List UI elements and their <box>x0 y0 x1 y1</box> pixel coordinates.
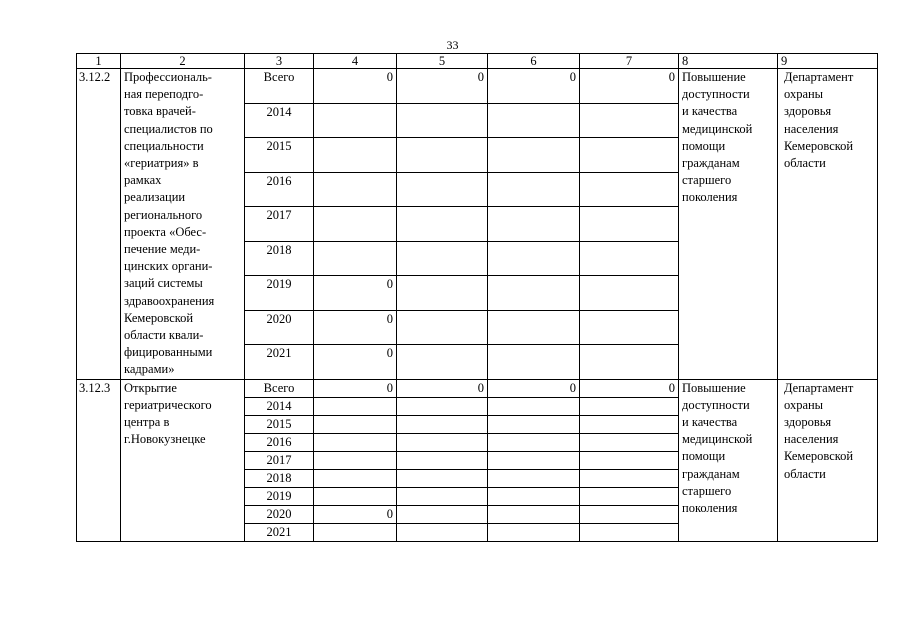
period-label: Всего <box>245 379 314 397</box>
period-label: 2021 <box>245 345 314 380</box>
amount-cell <box>397 172 488 207</box>
table-row <box>77 379 878 397</box>
amount-cell <box>488 345 580 380</box>
amount-cell <box>580 241 679 276</box>
amount-cell: 0 <box>580 69 679 104</box>
period-label: Всего <box>245 69 314 104</box>
period-label: 2014 <box>245 103 314 138</box>
amount-cell <box>488 397 580 415</box>
amount-cell <box>580 276 679 311</box>
period-label: 2020 <box>245 310 314 345</box>
period-label: 2017 <box>245 451 314 469</box>
period-label: 2016 <box>245 172 314 207</box>
amount-cell <box>314 469 397 487</box>
header-cell: 2 <box>121 54 245 69</box>
item-executor: Департамент охраны здоровья населения Кемеровской области <box>778 379 878 541</box>
item-code: 3.12.2 <box>77 69 121 380</box>
amount-cell: 0 <box>488 69 580 104</box>
header-cell: 3 <box>245 54 314 69</box>
amount-cell <box>314 433 397 451</box>
period-label: 2015 <box>245 138 314 173</box>
amount-cell <box>314 207 397 242</box>
amount-cell <box>488 276 580 311</box>
amount-cell <box>580 487 679 505</box>
amount-cell: 0 <box>314 345 397 380</box>
amount-cell <box>397 207 488 242</box>
period-label: 2020 <box>245 505 314 523</box>
amount-cell: 0 <box>580 379 679 397</box>
amount-cell <box>397 241 488 276</box>
amount-cell <box>488 172 580 207</box>
amount-cell: 0 <box>314 276 397 311</box>
item-goal: Повышение доступности и качества медицинской помощи гражданам старшего поколения <box>679 379 778 541</box>
amount-cell <box>488 207 580 242</box>
period-label: 2015 <box>245 415 314 433</box>
amount-cell <box>314 241 397 276</box>
amount-cell <box>397 451 488 469</box>
amount-cell <box>580 207 679 242</box>
amount-cell <box>488 505 580 523</box>
amount-cell <box>580 505 679 523</box>
amount-cell: 0 <box>397 379 488 397</box>
item-goal: Повышение доступности и качества медицинской помощи гражданам старшего поколения <box>679 69 778 380</box>
period-label: 2018 <box>245 469 314 487</box>
amount-cell <box>580 397 679 415</box>
item-executor: Департамент охраны здоровья населения Кемеровской области <box>778 69 878 380</box>
amount-cell <box>488 451 580 469</box>
amount-cell <box>314 103 397 138</box>
amount-cell <box>397 103 488 138</box>
period-label: 2018 <box>245 241 314 276</box>
amount-cell <box>580 345 679 380</box>
program-table <box>76 53 878 542</box>
amount-cell: 0 <box>314 505 397 523</box>
header-row <box>77 54 878 69</box>
amount-cell <box>488 310 580 345</box>
amount-cell <box>580 138 679 173</box>
amount-cell <box>580 415 679 433</box>
amount-cell <box>488 138 580 173</box>
amount-cell <box>397 397 488 415</box>
amount-cell <box>580 433 679 451</box>
period-label: 2016 <box>245 433 314 451</box>
period-label: 2021 <box>245 523 314 541</box>
amount-cell <box>314 523 397 541</box>
amount-cell <box>580 310 679 345</box>
amount-cell <box>580 523 679 541</box>
amount-cell <box>488 487 580 505</box>
amount-cell <box>397 345 488 380</box>
amount-cell <box>314 138 397 173</box>
header-cell: 8 <box>679 54 778 69</box>
amount-cell <box>397 138 488 173</box>
header-cell: 5 <box>397 54 488 69</box>
header-cell: 7 <box>580 54 679 69</box>
amount-cell <box>488 241 580 276</box>
amount-cell: 0 <box>397 69 488 104</box>
amount-cell <box>397 276 488 311</box>
amount-cell <box>488 415 580 433</box>
amount-cell: 0 <box>314 69 397 104</box>
period-label: 2019 <box>245 276 314 311</box>
amount-cell <box>488 433 580 451</box>
amount-cell <box>314 415 397 433</box>
amount-cell <box>314 487 397 505</box>
amount-cell <box>488 523 580 541</box>
amount-cell <box>314 172 397 207</box>
period-label: 2019 <box>245 487 314 505</box>
table-row <box>77 69 878 104</box>
amount-cell <box>580 451 679 469</box>
amount-cell <box>397 487 488 505</box>
header-cell: 6 <box>488 54 580 69</box>
amount-cell <box>314 397 397 415</box>
amount-cell <box>397 415 488 433</box>
amount-cell <box>488 103 580 138</box>
item-title: Профессиональ- ная переподго- товка врачей- специалистов по специальности «гериатрия» в рамках реализации регионального проекта «Обес- печение меди- цинских органи- заций системы здравоохранения Кемеровской области квали- фицированными кадрами» <box>121 69 245 380</box>
amount-cell: 0 <box>488 379 580 397</box>
amount-cell <box>488 469 580 487</box>
amount-cell <box>580 469 679 487</box>
amount-cell: 0 <box>314 310 397 345</box>
header-cell: 9 <box>778 54 878 69</box>
amount-cell <box>397 310 488 345</box>
amount-cell <box>397 433 488 451</box>
amount-cell: 0 <box>314 379 397 397</box>
header-cell: 4 <box>314 54 397 69</box>
period-label: 2017 <box>245 207 314 242</box>
amount-cell <box>397 469 488 487</box>
header-cell: 1 <box>77 54 121 69</box>
amount-cell <box>580 172 679 207</box>
amount-cell <box>397 523 488 541</box>
amount-cell <box>397 505 488 523</box>
amount-cell <box>580 103 679 138</box>
amount-cell <box>314 451 397 469</box>
item-title: Открытие гериатрического центра в г.Новокузнецке <box>121 379 245 541</box>
item-code: 3.12.3 <box>77 379 121 541</box>
period-label: 2014 <box>245 397 314 415</box>
page-number: 33 <box>446 38 459 52</box>
